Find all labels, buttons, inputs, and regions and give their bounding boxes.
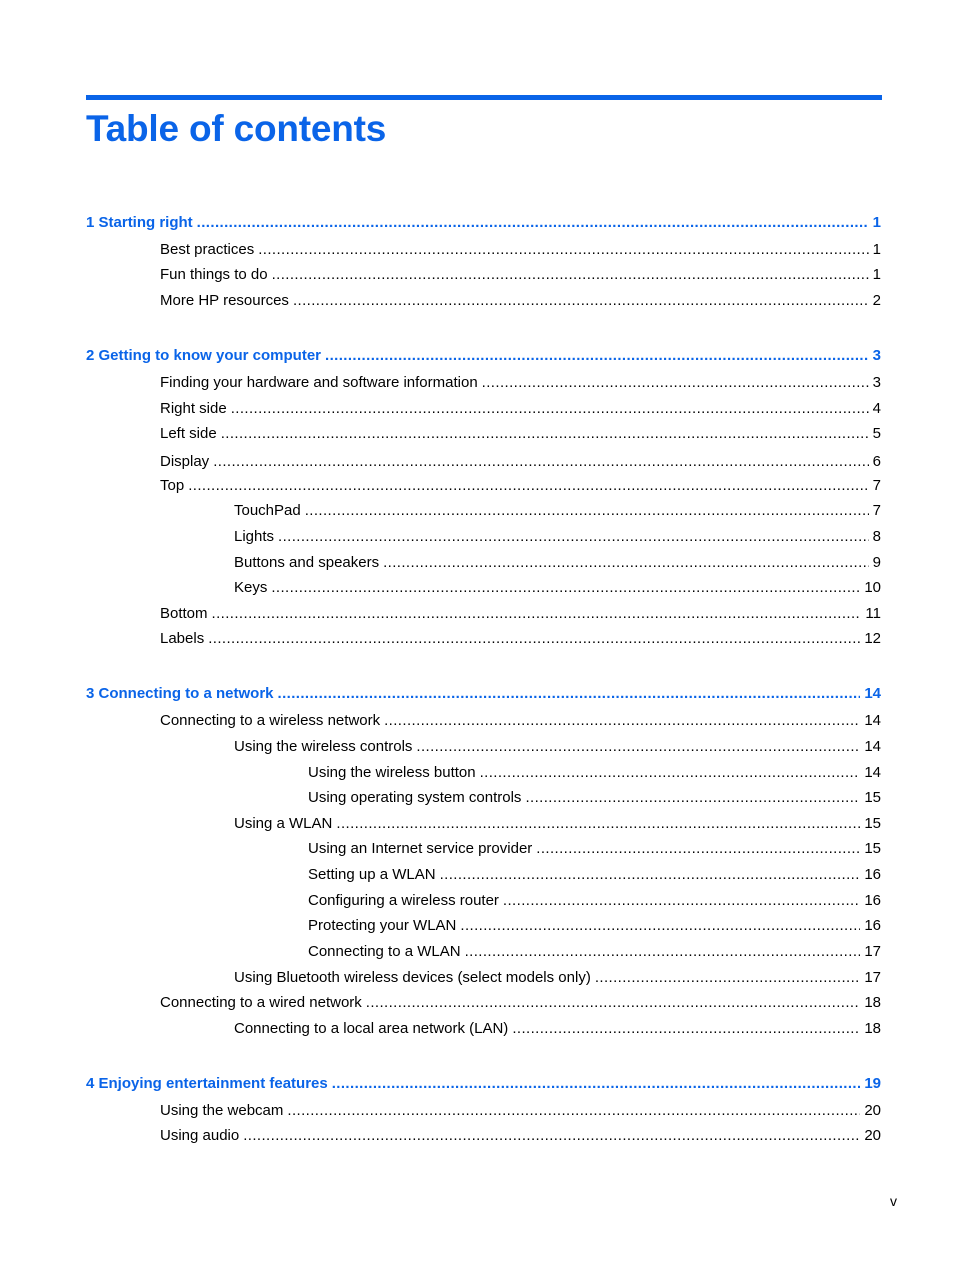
toc-entry-page-number: 3 [872, 347, 881, 364]
toc-entry[interactable] [308, 916, 881, 936]
dot-leader [512, 1019, 860, 1039]
dot-leader [305, 501, 869, 521]
toc-entry-label: Protecting your WLAN [308, 917, 457, 934]
toc-entry-label: Using the webcam [160, 1102, 284, 1119]
toc-entry-page-number: 1 [872, 266, 881, 283]
toc-entry[interactable] [234, 1019, 881, 1039]
toc-entry[interactable] [160, 1101, 881, 1121]
dot-leader [287, 1101, 860, 1121]
toc-entry[interactable] [160, 1126, 881, 1146]
dot-leader [197, 213, 869, 233]
toc-entry[interactable] [160, 399, 881, 419]
toc-chapter-entry[interactable] [86, 346, 881, 366]
toc-entry[interactable] [160, 452, 881, 472]
dot-leader [332, 1074, 861, 1094]
toc-entry[interactable] [234, 814, 881, 834]
toc-entry[interactable] [160, 993, 881, 1013]
dot-leader [416, 737, 860, 757]
toc-entry-label: Display [160, 453, 210, 470]
toc-entry-label: Using an Internet service provider [308, 840, 533, 857]
toc-entry[interactable] [234, 527, 881, 547]
dot-leader [272, 265, 869, 285]
toc-entry-label: Top [160, 477, 185, 494]
toc-entry-label: Keys [234, 579, 268, 596]
toc-entry-page-number: 18 [864, 1020, 881, 1037]
toc-entry-page-number: 14 [864, 764, 881, 781]
toc-entry-page-number: 16 [864, 866, 881, 883]
toc-entry-page-number: 19 [864, 1075, 881, 1092]
toc-entry-page-number: 15 [864, 815, 881, 832]
toc-entry-page-number: 7 [872, 502, 881, 519]
toc-entry-label: Using the wireless button [308, 764, 476, 781]
dot-leader [595, 968, 860, 988]
toc-entry[interactable] [308, 891, 881, 911]
toc-entry[interactable] [234, 578, 881, 598]
toc-entry[interactable] [160, 476, 881, 496]
toc-entry-label: Fun things to do [160, 266, 268, 283]
dot-leader [503, 891, 860, 911]
dot-leader [465, 942, 861, 962]
toc-entry[interactable] [160, 604, 881, 624]
toc-entry-label: More HP resources [160, 292, 289, 309]
toc-entry-page-number: 16 [864, 917, 881, 934]
dot-leader [231, 399, 869, 419]
toc-entry-page-number: 14 [864, 685, 881, 702]
dot-leader [208, 629, 860, 649]
toc-entry-page-number: 17 [864, 969, 881, 986]
toc-entry-page-number: 7 [872, 477, 881, 494]
toc-entry-label: Connecting to a wireless network [160, 712, 381, 729]
dot-leader [440, 865, 861, 885]
toc-entry-page-number: 15 [864, 840, 881, 857]
toc-entry[interactable] [160, 424, 881, 444]
toc-entry-page-number: 14 [864, 738, 881, 755]
toc-entry-label: 2 Getting to know your computer [86, 347, 322, 364]
dot-leader [336, 814, 860, 834]
dot-leader [480, 763, 861, 783]
toc-entry-page-number: 17 [864, 943, 881, 960]
toc-entry[interactable] [308, 763, 881, 783]
toc-entry-label: Right side [160, 400, 227, 417]
dot-leader [383, 553, 869, 573]
toc-entry-label: Left side [160, 425, 217, 442]
toc-entry-page-number: 5 [872, 425, 881, 442]
title-rule [86, 95, 882, 100]
toc-entry-label: 1 Starting right [86, 214, 193, 231]
dot-leader [460, 916, 860, 936]
toc-entry-page-number: 8 [872, 528, 881, 545]
dot-leader [325, 346, 869, 366]
toc-entry-page-number: 16 [864, 892, 881, 909]
toc-entry-label: Using audio [160, 1127, 240, 1144]
toc-entry-label: Labels [160, 630, 205, 647]
toc-entry[interactable] [160, 711, 881, 731]
toc-entry-page-number: 4 [872, 400, 881, 417]
toc-entry[interactable] [160, 291, 881, 311]
dot-leader [278, 527, 869, 547]
toc-entry-label: Using the wireless controls [234, 738, 413, 755]
toc-entry[interactable] [234, 553, 881, 573]
toc-entry-label: Using Bluetooth wireless devices (select models only) [234, 969, 591, 986]
toc-entry-page-number: 15 [864, 789, 881, 806]
toc-entry-label: 4 Enjoying entertainment features [86, 1075, 328, 1092]
dot-leader [188, 476, 868, 496]
dot-leader [293, 291, 869, 311]
page-title: Table of contents [86, 108, 387, 149]
dot-leader [243, 1126, 860, 1146]
toc-entry[interactable] [308, 865, 881, 885]
toc-entry-page-number: 2 [872, 292, 881, 309]
toc-chapter-entry[interactable] [86, 684, 881, 704]
dot-leader [221, 424, 869, 444]
toc-entry-label: Lights [234, 528, 275, 545]
toc-entry-page-number: 14 [864, 712, 881, 729]
dot-leader [384, 711, 860, 731]
toc-entry-page-number: 9 [872, 554, 881, 571]
toc-entry-label: Using a WLAN [234, 815, 333, 832]
toc-entry-page-number: 1 [872, 241, 881, 258]
dot-leader [213, 452, 868, 472]
toc-entry-label: Finding your hardware and software information [160, 374, 478, 391]
toc-entry-page-number: 6 [872, 453, 881, 470]
toc-entry-label: Configuring a wireless router [308, 892, 499, 909]
toc-entry-label: Connecting to a WLAN [308, 943, 461, 960]
toc-entry[interactable] [234, 968, 881, 988]
toc-entry-page-number: 18 [864, 994, 881, 1011]
toc-entry-label: 3 Connecting to a network [86, 685, 274, 702]
toc-entry[interactable] [308, 788, 881, 808]
toc-chapter-entry[interactable] [86, 213, 881, 233]
toc-entry-label: Connecting to a local area network (LAN) [234, 1020, 509, 1037]
toc-entry-page-number: 20 [864, 1102, 881, 1119]
toc-entry[interactable] [160, 373, 881, 393]
toc-entry[interactable] [160, 265, 881, 285]
dot-leader [366, 993, 861, 1013]
toc-entry[interactable] [160, 629, 881, 649]
page-folio: v [890, 1193, 897, 1209]
dot-leader [212, 604, 862, 624]
toc-entry[interactable] [234, 737, 881, 757]
toc-entry-page-number: 12 [864, 630, 881, 647]
dot-leader [525, 788, 860, 808]
toc-entry-label: Best practices [160, 241, 255, 258]
toc-entry[interactable] [308, 942, 881, 962]
toc-entry-page-number: 1 [872, 214, 881, 231]
dot-leader [482, 373, 869, 393]
dot-leader [271, 578, 860, 598]
toc-entry[interactable] [308, 839, 881, 859]
toc-entry-label: Connecting to a wired network [160, 994, 362, 1011]
toc-entry-page-number: 3 [872, 374, 881, 391]
toc-entry-label: TouchPad [234, 502, 301, 519]
toc-entry[interactable] [160, 240, 881, 260]
toc-entry-page-number: 11 [865, 605, 881, 622]
toc-entry-label: Bottom [160, 605, 208, 622]
toc-entry-label: Buttons and speakers [234, 554, 380, 571]
toc-entry-page-number: 20 [864, 1127, 881, 1144]
toc-entry-label: Using operating system controls [308, 789, 522, 806]
dot-leader [258, 240, 868, 260]
toc-entry-label: Setting up a WLAN [308, 866, 436, 883]
toc-entry-page-number: 10 [864, 579, 881, 596]
dot-leader [278, 684, 861, 704]
dot-leader [536, 839, 860, 859]
toc-chapter-entry[interactable] [86, 1074, 881, 1094]
toc-entry[interactable] [234, 501, 881, 521]
